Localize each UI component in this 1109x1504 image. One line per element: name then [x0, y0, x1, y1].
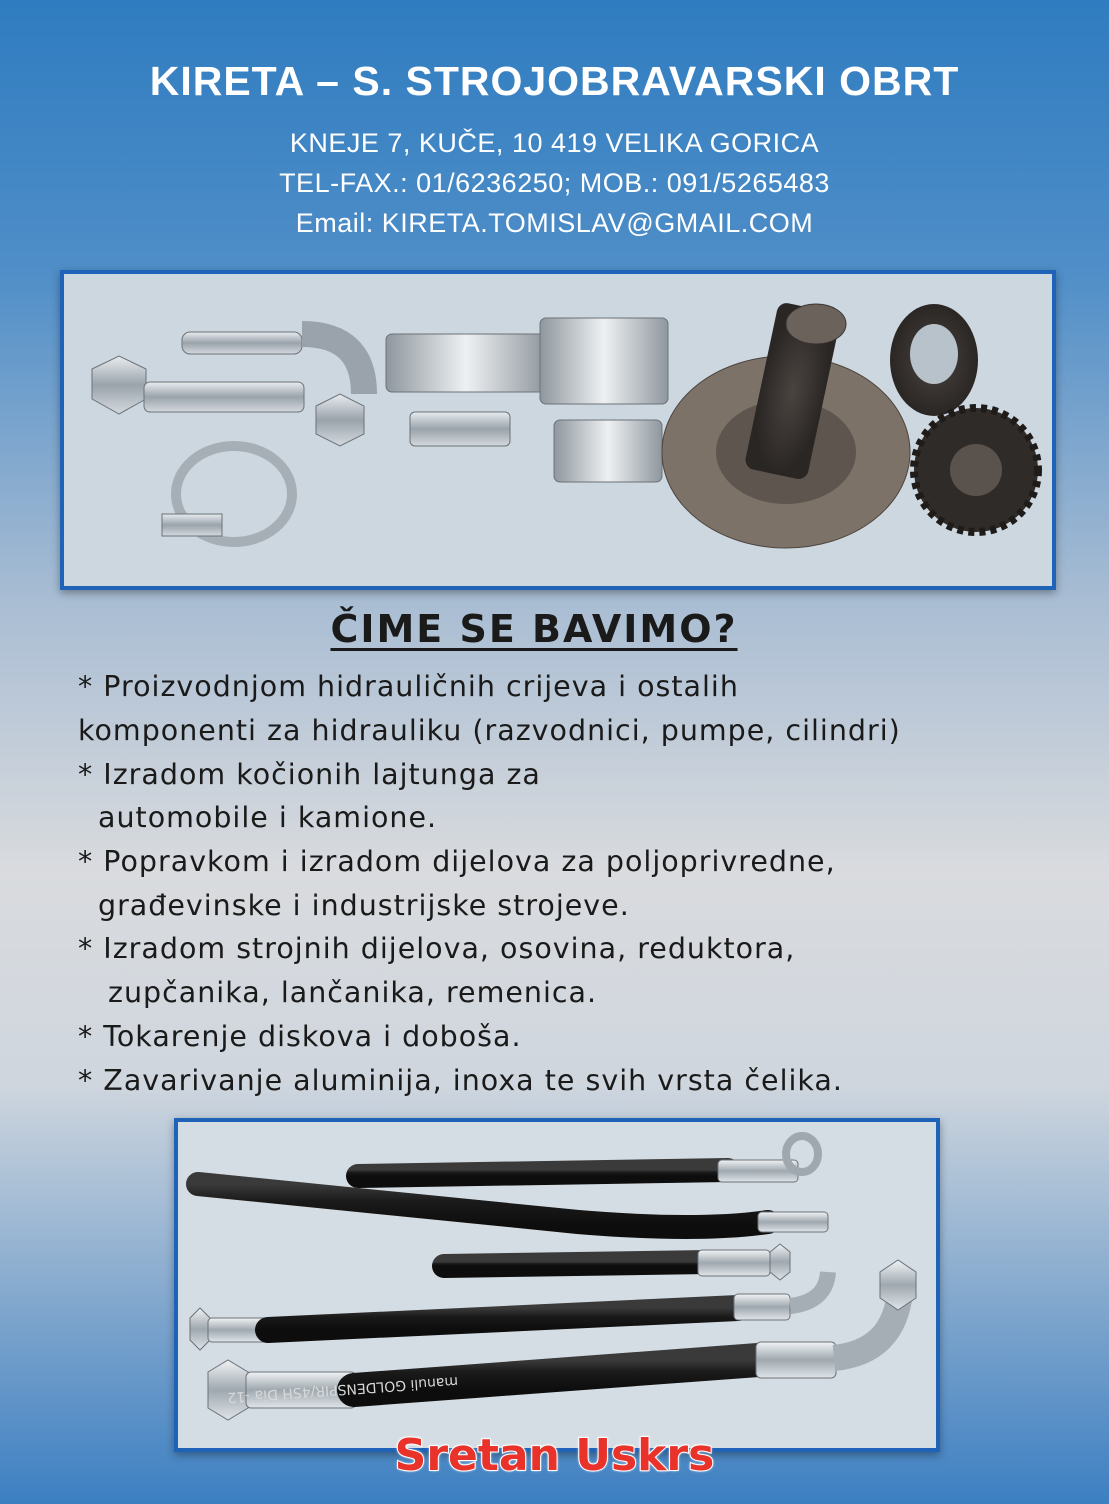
parts-photo — [60, 270, 1056, 590]
email-line: Email: KIRETA.TOMISLAV@GMAIL.COM — [295, 208, 814, 238]
company-name: KIRETA – S. STROJOBRAVARSKI OBRT — [149, 58, 960, 104]
section-title: ČIME SE BAVIMO? — [330, 607, 738, 651]
service-line: automobile i kamione. — [98, 801, 438, 834]
service-line: * Zavarivanje aluminija, inoxa te svih vrsta čelika. — [78, 1064, 843, 1097]
easter-greeting: Sretan Uskrs — [394, 1430, 715, 1481]
service-line: * Tokarenje diskova i doboša. — [78, 1020, 522, 1053]
phone-line: TEL-FAX.: 01/6236250; MOB.: 091/5265483 — [279, 168, 830, 198]
address-line: KNEJE 7, KUČE, 10 419 VELIKA GORICA — [289, 128, 820, 158]
hose-print-text: manuli GOLDENSPIR/4SH Dia -12 — [226, 1373, 459, 1406]
service-line: zupčanika, lančanika, remenica. — [108, 976, 598, 1009]
service-line: * Izradom strojnih dijelova, osovina, reduktora, — [78, 932, 796, 965]
service-line: * Proizvodnjom hidrauličnih crijeva i ostalih — [78, 670, 739, 703]
hoses-photo — [174, 1118, 940, 1452]
service-line: * Izradom kočionih lajtunga za — [78, 758, 541, 791]
service-line: * Popravkom i izradom dijelova za poljoprivredne, — [78, 845, 836, 878]
service-line: građevinske i industrijske strojeve. — [98, 889, 630, 922]
service-line: komponenti za hidrauliku (razvodnici, pumpe, cilindri) — [78, 714, 901, 747]
